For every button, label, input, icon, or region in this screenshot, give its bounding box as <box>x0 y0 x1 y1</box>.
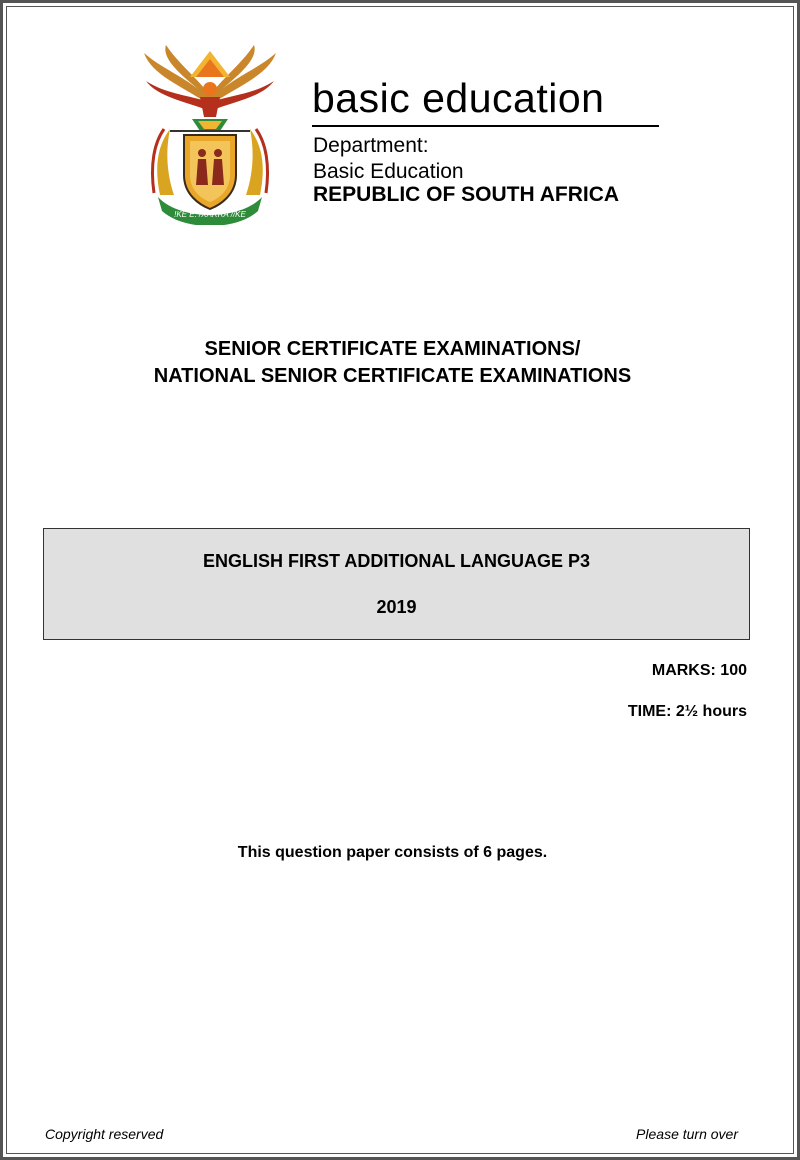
brand-department-name: Basic Education <box>313 160 464 183</box>
footer-turn-over: Please turn over <box>636 1126 738 1142</box>
subject-box <box>43 528 750 640</box>
subject-name: ENGLISH FIRST ADDITIONAL LANGUAGE P3 <box>202 551 591 571</box>
page-count-note: This question paper consists of 6 pages. <box>237 844 548 861</box>
brand-country: REPUBLIC OF SOUTH AFRICA <box>313 183 620 206</box>
subject-year: 2019 <box>376 597 417 617</box>
time-label: TIME: 2½ hours <box>627 703 747 720</box>
exam-title-line-1: SENIOR CERTIFICATE EXAMINATIONS/ <box>204 338 581 360</box>
marks-label: MARKS: 100 <box>651 662 747 679</box>
coat-of-arms-icon <box>140 45 280 225</box>
department-branding <box>312 75 662 206</box>
brand-title: basic education <box>312 75 605 121</box>
brand-divider <box>312 125 659 127</box>
exam-title-line-2: NATIONAL SENIOR CERTIFICATE EXAMINATIONS <box>153 365 632 387</box>
footer-copyright: Copyright reserved <box>45 1126 164 1142</box>
brand-department-label: Department: <box>313 134 429 157</box>
crest-motto: !KE E: /XARRA //KE <box>174 210 246 219</box>
